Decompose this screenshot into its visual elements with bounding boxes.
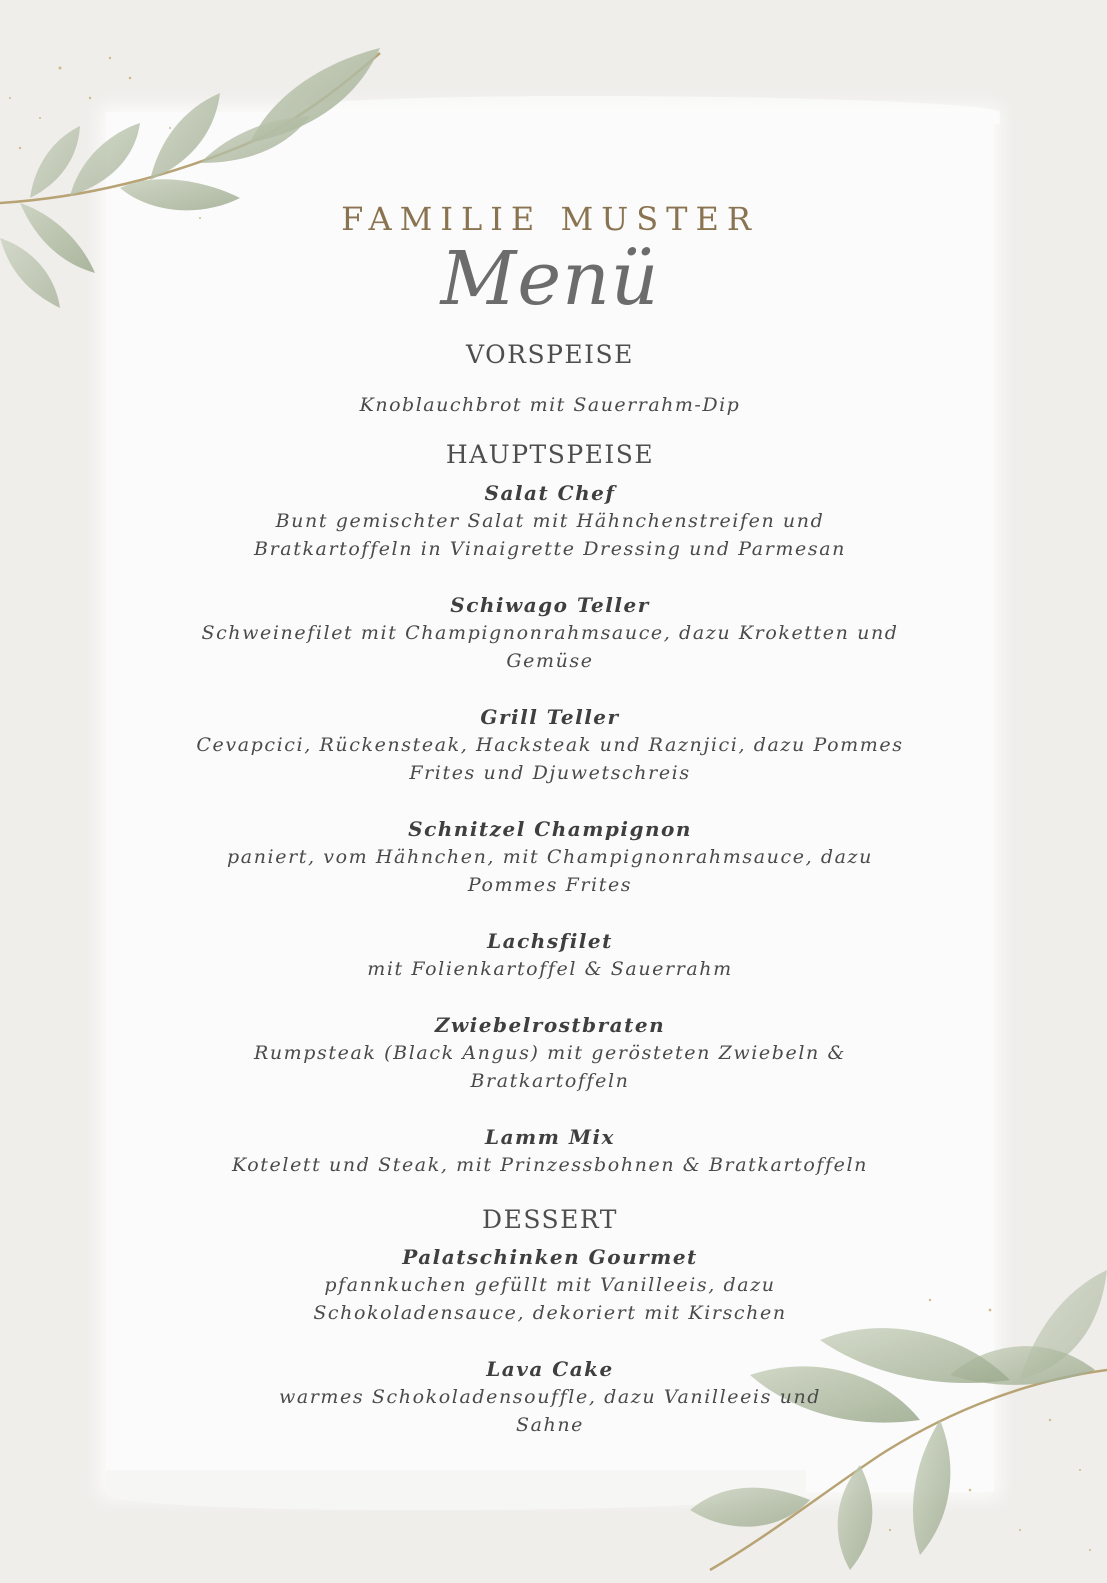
dish-description: warmes Schokoladensouffle, dazu Vanilleeis und Sahne: [278, 1386, 822, 1436]
family-name: FAMILIE MUSTER: [341, 200, 759, 238]
dish-description: mit Folienkartoffel & Sauerrahm: [367, 958, 733, 980]
dish-item: [106, 815, 994, 899]
starter-item: Knoblauchbrot mit Sauerrahm-Dip: [359, 394, 741, 416]
dish-description: paniert, vom Hähnchen, mit Champignonrahmsauce, dazu Pommes Frites: [227, 846, 873, 896]
dish-item: [106, 703, 994, 787]
dish-item: [106, 1243, 994, 1327]
section-heading-dessert: DESSERT: [482, 1205, 618, 1234]
dish-description: Kotelett und Steak, mit Prinzessbohnen & Bratkartoffeln: [231, 1154, 868, 1176]
dish-name: Lachsfilet: [487, 929, 613, 953]
dish-item: [106, 1355, 994, 1439]
section-heading-vorspeise: VORSPEISE: [466, 340, 634, 369]
dish-item: [106, 479, 994, 563]
dish-item: [106, 1011, 994, 1095]
dish-name: Palatschinken Gourmet: [402, 1245, 698, 1269]
menu-title: Menü: [440, 236, 660, 322]
dish-description: Schweinefilet mit Champignonrahmsauce, dazu Kroketten und Gemüse: [201, 622, 899, 672]
dish-name: Zwiebelrostbraten: [434, 1013, 666, 1037]
section-heading-hauptspeise: HAUPTSPEISE: [445, 440, 655, 469]
dish-description: pfannkuchen gefüllt mit Vanilleeis, dazu Schokoladensauce, dekoriert mit Kirschen: [313, 1274, 787, 1324]
dish-name: Schiwago Teller: [450, 593, 650, 617]
dish-item: [106, 927, 994, 983]
dish-name: Grill Teller: [480, 705, 620, 729]
dish-name: Schnitzel Champignon: [408, 817, 692, 841]
dish-description: Cevapcici, Rückensteak, Hacksteak und Raznjici, dazu Pommes Frites und Djuwetschreis: [196, 734, 904, 784]
dish-name: Salat Chef: [484, 481, 616, 505]
dish-name: Lava Cake: [486, 1357, 614, 1381]
dish-item: [106, 591, 994, 675]
dish-item: [106, 1123, 994, 1179]
dish-name: Lamm Mix: [485, 1125, 615, 1149]
dish-description: Rumpsteak (Black Angus) mit gerösteten Zwiebeln & Bratkartoffeln: [253, 1042, 847, 1092]
dish-description: Bunt gemischter Salat mit Hähnchenstreifen und Bratkartoffeln in Vinaigrette Dressing und Parmesan: [254, 510, 846, 560]
